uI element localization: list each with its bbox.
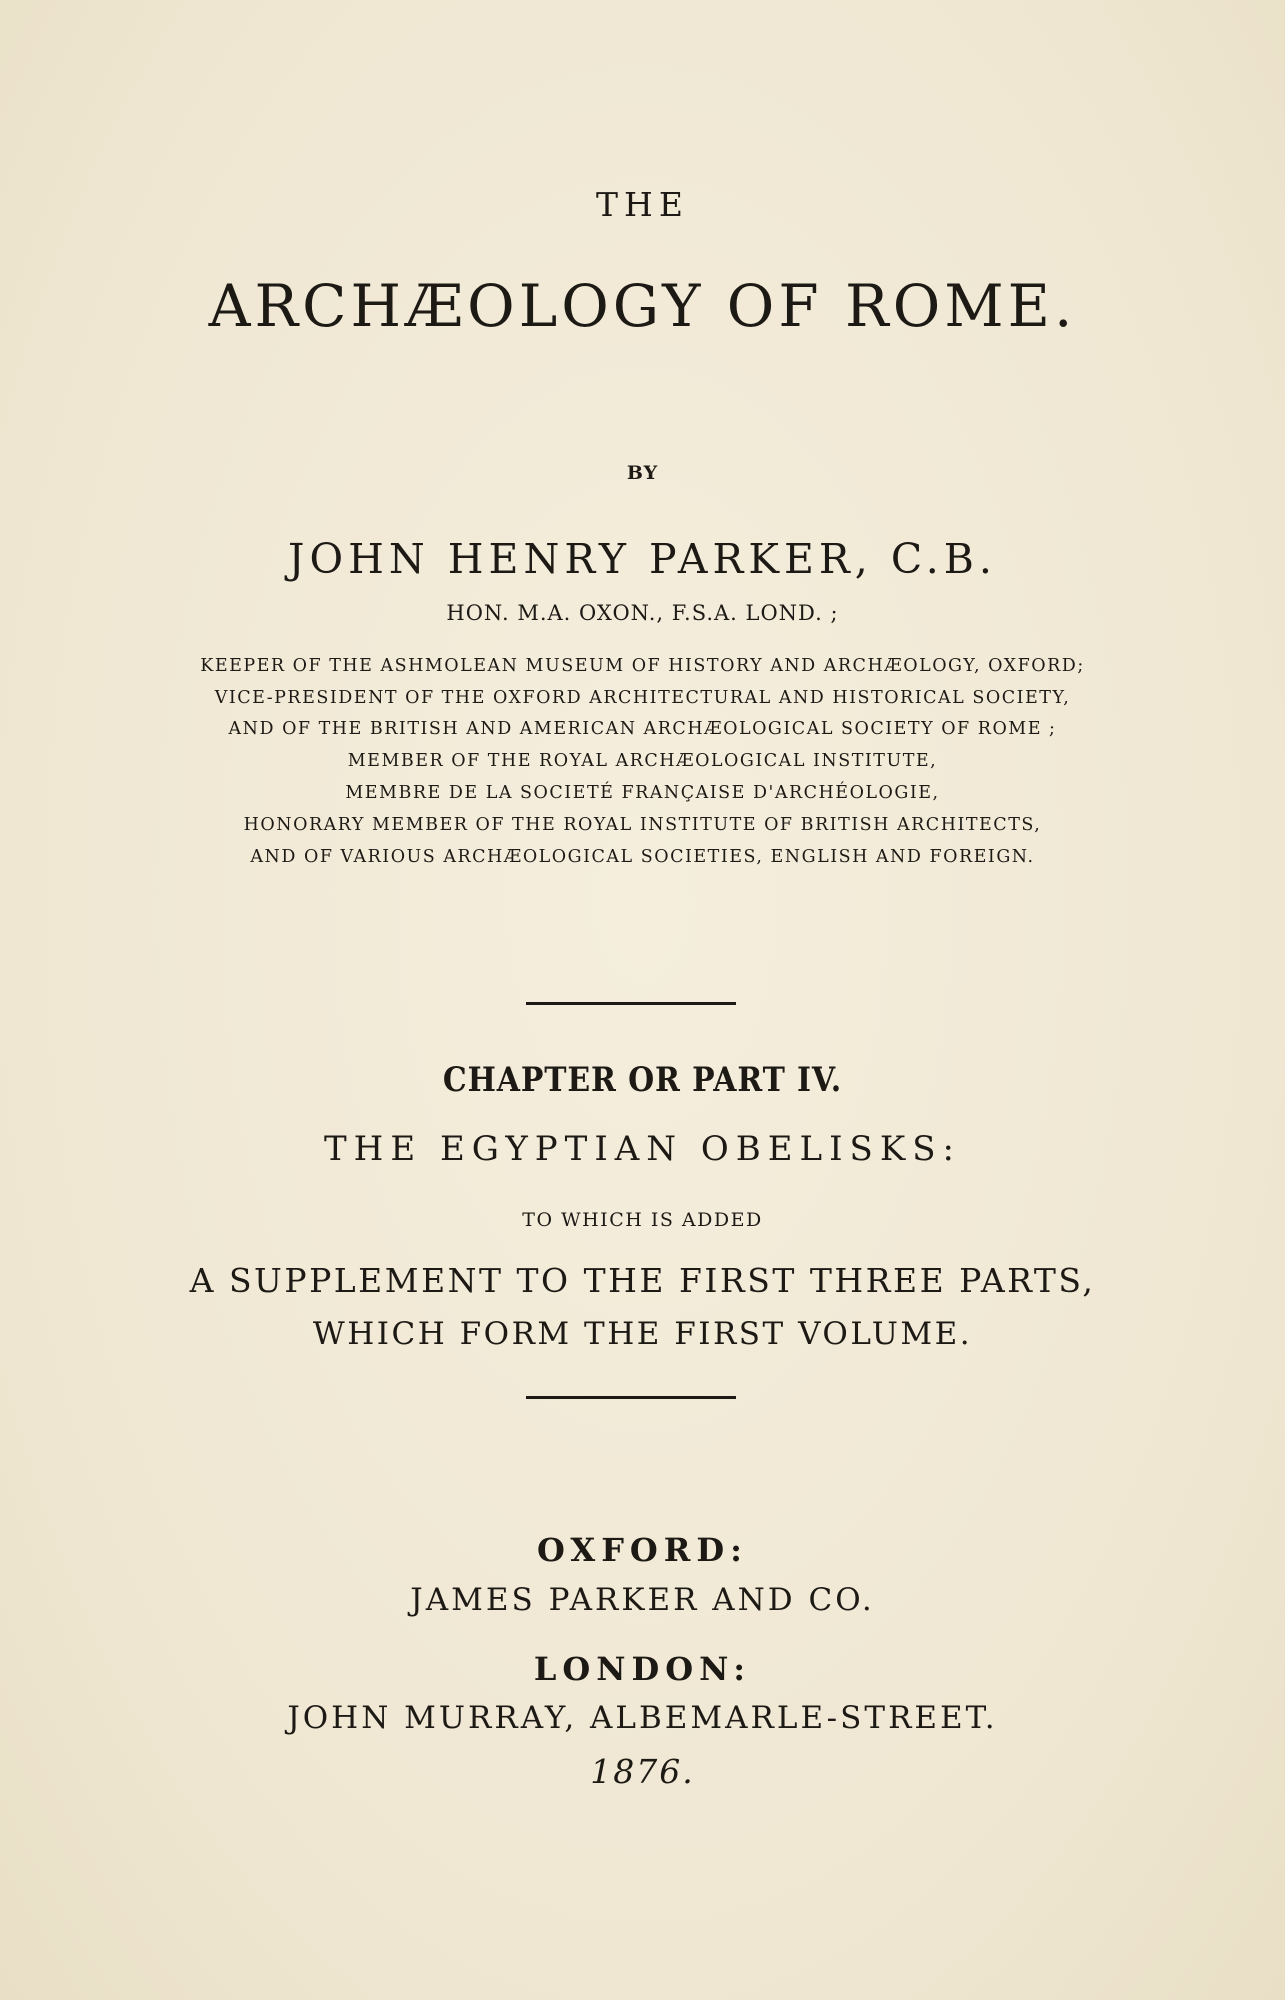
imprint-city-oxford: OXFORD: <box>537 1531 748 1569</box>
bottom-divider-rule <box>526 1396 736 1399</box>
affiliation-line: AND OF THE BRITISH AND AMERICAN ARCHÆOLOGICAL SOCIETY OF ROME ; <box>228 719 1057 739</box>
supplement-line-1: A SUPPLEMENT TO THE FIRST THREE PARTS, <box>189 1261 1096 1300</box>
affiliation-line: AND OF VARIOUS ARCHÆOLOGICAL SOCIETIES, ENGLISH AND FOREIGN. <box>250 847 1035 867</box>
chapter-heading: CHAPTER OR PART IV. <box>442 1060 843 1100</box>
imprint-publisher-oxford: JAMES PARKER AND CO. <box>410 1582 875 1618</box>
subject-heading: THE EGYPTIAN OBELISKS: <box>323 1129 961 1169</box>
author-degrees: HON. M.A. OXON., F.S.A. LOND. ; <box>446 601 839 625</box>
affiliation-line: HONORARY MEMBER OF THE ROYAL INSTITUTE OF BRITISH ARCHITECTS, <box>243 815 1042 835</box>
supplement-line-2: WHICH FORM THE FIRST VOLUME. <box>312 1316 973 1352</box>
added-note: TO WHICH IS ADDED <box>522 1209 763 1231</box>
by-line: BY <box>626 462 659 484</box>
book-title: ARCHÆOLOGY OF ROME. <box>208 272 1077 340</box>
affiliation-line: MEMBRE DE LA SOCIETÉ FRANÇAISE D'ARCHÉOLOGIE, <box>345 783 940 803</box>
affiliation-line: MEMBER OF THE ROYAL ARCHÆOLOGICAL INSTITUTE, <box>347 751 938 771</box>
imprint-city-london: LONDON: <box>533 1650 752 1688</box>
top-divider-rule <box>526 1002 736 1005</box>
imprint-publisher-london: JOHN MURRAY, ALBEMARLE-STREET. <box>287 1700 998 1736</box>
title-article: THE <box>596 185 689 224</box>
imprint-year: 1876. <box>590 1752 695 1791</box>
affiliation-line: KEEPER OF THE ASHMOLEAN MUSEUM OF HISTORY AND ARCHÆOLOGY, OXFORD; <box>200 656 1085 676</box>
author-name: JOHN HENRY PARKER, C.B. <box>288 535 997 583</box>
affiliation-line: VICE-PRESIDENT OF THE OXFORD ARCHITECTURAL AND HISTORICAL SOCIETY, <box>214 688 1071 708</box>
